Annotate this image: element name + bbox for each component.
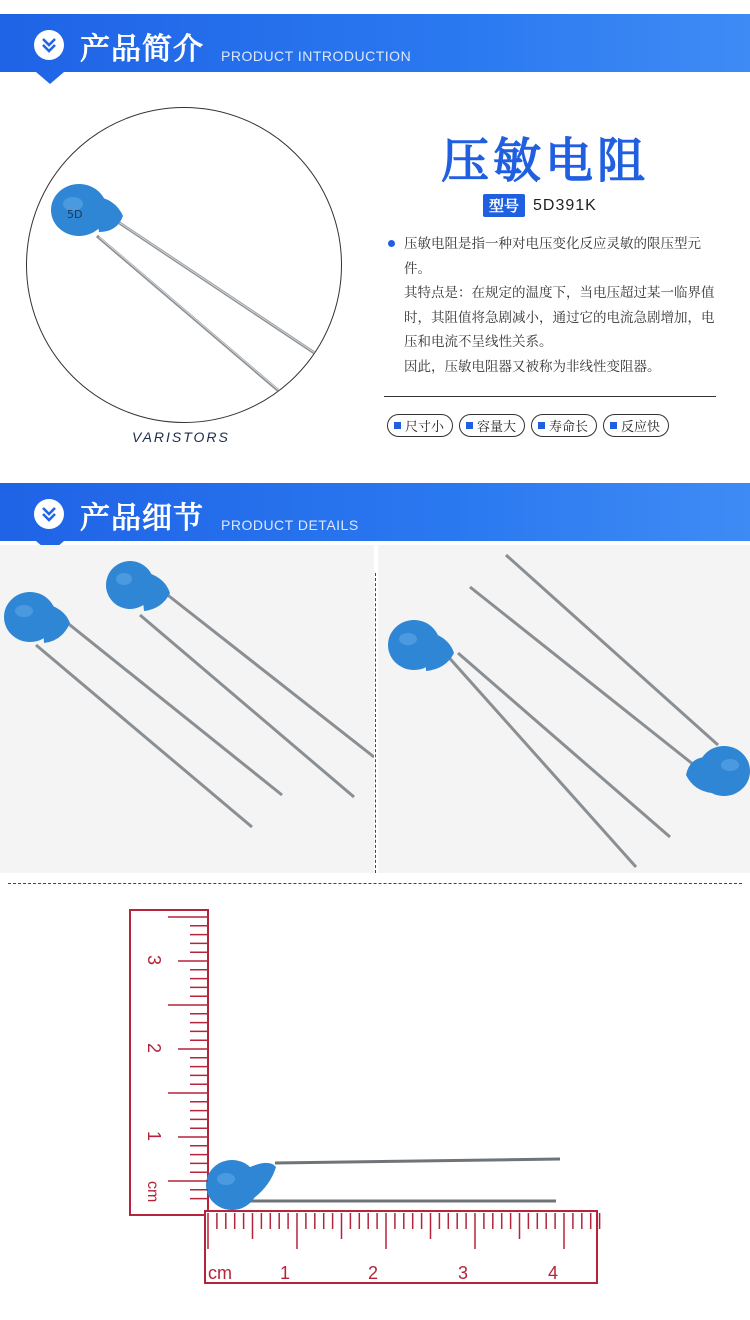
ruler-photo [120,905,620,1295]
horizontal-label-4: 4 [548,1263,559,1283]
section-title: 产品细节 [80,501,204,536]
vertical-label-3: 3 [144,955,164,966]
svg-text:5D: 5D [67,208,83,221]
description-paragraph: 压敏电阻是指一种对电压变化反应灵敏的限压型元件。 [404,236,701,277]
detail-photo-right [378,545,750,873]
description-paragraph: 因此，压敏电阻器又被称为非线性变阻器。 [404,358,661,375]
model-value: 5D391K [533,196,597,214]
feature-tag [531,414,597,437]
square-bullet-icon [538,422,545,429]
feature-label: 寿命长 [549,420,589,435]
section-subtitle: PRODUCT DETAILS [221,517,359,533]
vertical-label-cm: cm [144,1181,161,1203]
vertical-label-2: 2 [144,1043,164,1054]
square-bullet-icon [394,422,401,429]
double-chevron-down-icon [34,30,64,60]
horizontal-label-2: 2 [368,1263,379,1283]
section-title: 产品简介 [80,32,204,67]
double-chevron-down-icon [34,499,64,529]
horizontal-label-cm: cm [208,1263,232,1283]
product-description [384,232,724,379]
feature-tag [459,414,525,437]
varistor-illustration [27,108,342,423]
divider [384,396,716,397]
horizontal-label-3: 3 [458,1263,469,1283]
feature-tag [387,414,453,437]
photo-divider-vertical [375,573,376,873]
model-label: 型号 [483,194,525,217]
feature-tag [603,414,669,437]
feature-label: 反应快 [621,420,661,435]
vertical-label-1: 1 [144,1131,164,1142]
description-paragraph: 其特点是：在规定的温度下，当电压超过某一临界值时，其阻值将急剧减小，通过它的电流急剧增加，电压和电流不呈线性关系。 [404,285,715,350]
banner-notch [36,72,64,84]
section-subtitle: PRODUCT INTRODUCTION [221,48,412,64]
ruler-illustration [120,905,620,1295]
horizontal-label-1: 1 [280,1263,291,1283]
feature-label: 尺寸小 [405,420,445,435]
feature-tags [387,414,669,437]
bullet-dot-icon [388,240,395,247]
feature-label: 容量大 [477,420,517,435]
photo-divider-horizontal [8,883,742,884]
model-row [483,194,597,217]
section-banner-intro [0,14,750,72]
detail-photo-left [0,545,374,873]
photo-caption: VARISTORS [132,429,230,445]
product-photo-circle [26,107,342,423]
section-banner-details [0,483,750,541]
product-name: 压敏电阻 [440,133,649,189]
square-bullet-icon [466,422,473,429]
square-bullet-icon [610,422,617,429]
